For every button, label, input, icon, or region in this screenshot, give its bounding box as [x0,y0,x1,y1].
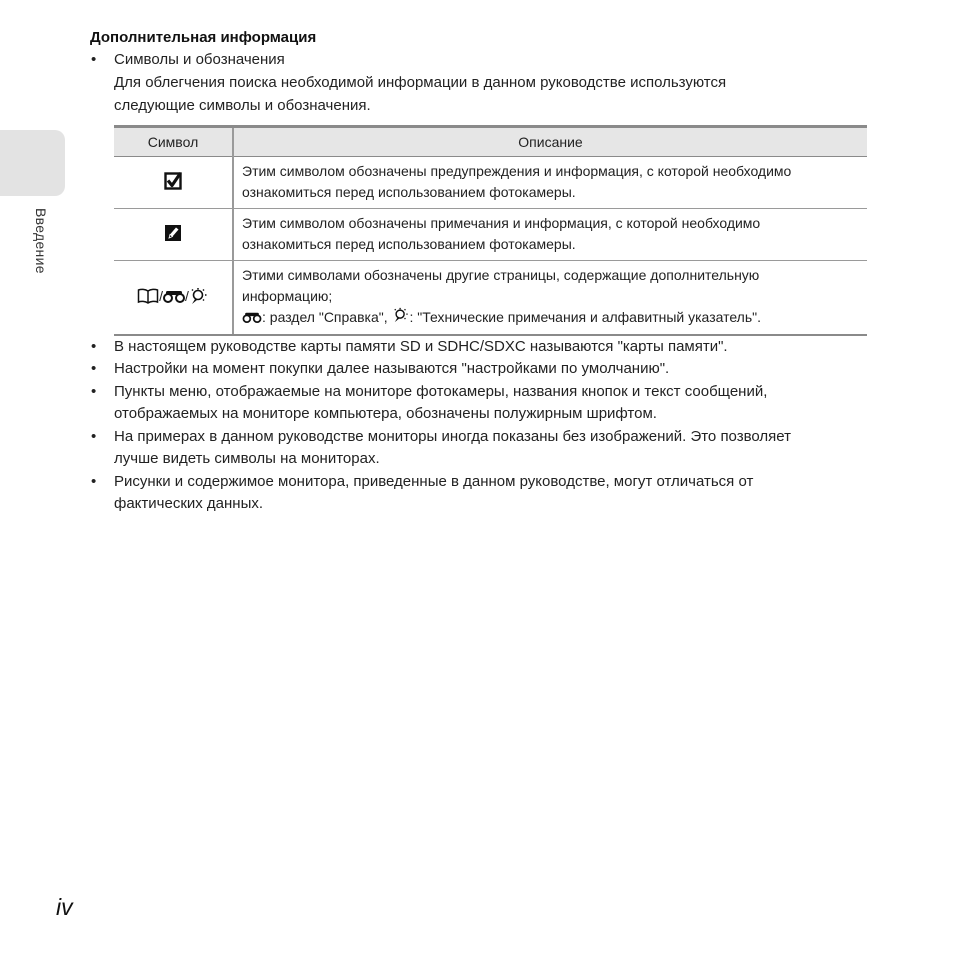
list-item-continuation: фактических данных. [114,495,264,512]
symbols-table [114,125,867,336]
symbol-cell [114,157,233,209]
symbol-cell [114,261,233,336]
header-symbol: Символ [114,127,233,157]
symbol-separator: / [185,288,189,305]
section-tab [0,130,65,196]
section-tab-label: Введение [33,208,49,274]
bullet-marker: • [91,473,97,490]
description-cell: Этим символом обозначены примечания и информация, с которой необходимо ознакомиться перед использованием фотокамеры. [233,209,867,261]
description-cell: Этими символами обозначены другие страницы, содержащие дополнительную информацию; : раздел "Справка", : "Технические примечания и алфавитный указатель". [233,261,867,336]
symbol-cell [114,209,233,261]
bullet-marker: • [91,383,97,400]
header-description: Описание [233,127,867,157]
tips-bulb-icon [189,287,209,308]
table-row [114,157,867,209]
bullet-marker: • [91,428,97,445]
table-row [114,209,867,261]
list-item: В настоящем руководстве карты памяти SD и SDHC/SDXC называются "карты памяти". [114,338,728,355]
warning-check-icon [164,172,182,193]
table-header-row [114,127,867,157]
bullet-marker: • [91,51,97,68]
tips-bulb-icon [392,307,410,329]
book-icon [137,288,159,307]
list-item: На примерах в данном руководстве мониторы иногда показаны без изображений. Это позволяет [114,428,792,445]
bullet-marker: • [91,338,97,355]
page-heading: Дополнительная информация [90,29,317,46]
symbols-intro-line1: Для облегчения поиска необходимой информации в данном руководстве используются [114,74,727,91]
list-item-continuation: лучше видеть символы на мониторах. [114,450,380,467]
symbols-intro-line2: следующие символы и обозначения. [114,97,371,114]
page-number: iv [56,894,73,920]
binoculars-icon [242,308,262,329]
bullet-marker: • [91,360,97,377]
note-pencil-icon [164,224,182,245]
list-item: Настройки на момент покупки далее называются "настройками по умолчанию". [114,360,670,377]
list-item: Рисунки и содержимое монитора, приведенные в данном руководстве, могут отличаться от [114,473,754,490]
list-item-continuation: отображаемых на мониторе компьютера, обозначены полужирным шрифтом. [114,405,657,422]
symbols-title: Символы и обозначения [114,51,285,68]
binoculars-icon [163,289,185,306]
description-cell: Этим символом обозначены предупреждения и информация, с которой необходимо ознакомиться перед использованием фотокамеры. [233,157,867,209]
table-row [114,261,867,336]
list-item: Пункты меню, отображаемые на мониторе фотокамеры, названия кнопок и текст сообщений, [114,383,768,400]
symbol-separator: / [159,288,163,305]
